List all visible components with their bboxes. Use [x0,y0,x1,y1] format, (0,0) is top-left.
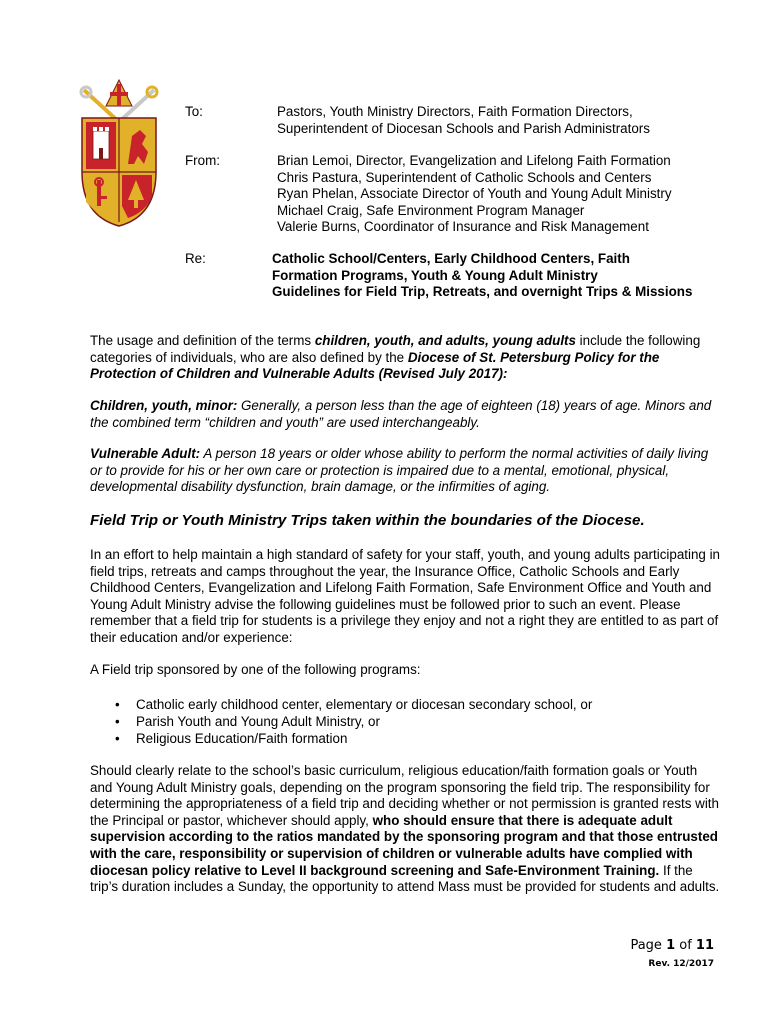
sponsored-text: A Field trip sponsored by one of the following programs: [90,662,421,677]
page-prefix: Page [630,938,667,953]
re-subject [272,251,692,301]
effort-text: In an effort to help maintain a high standard of safety for your staff, youth, and young adults participating in field trips, retreats and camps throughout the year, the Insurance Office, Catholic Schools and Early Childhood Centers, Evangelization and Lifelong Faith Formation, Safe Environment Office and Youth and Young Adult Ministry advise the following guidelines must be followed prior to such an event. Please remember that a field trip for students is a privilege they enjoy and not a right they are entitled to as part of their education and/or experience: [90,547,721,645]
from-line: Michael Craig, Safe Environment Program Manager [277,202,585,218]
bullet-icon: • [115,731,120,746]
should-text: Should clearly relate to the school’s basic curriculum, religious education/faith formation goals or Youth and Young Adult Ministry goals, depending on the program sponsoring the field trip. The responsibility for determining the appropriateness of a field trip and deciding whether or not permission is granted rests with the Principal or pastor, whichever should apply, [90,763,719,828]
policy-title: Diocese of St. Petersburg Policy for the Protection of Children and Vulnerable Adults (Revised July 2017): [90,349,660,382]
intro-terms: children, youth, and adults, young adults [314,333,576,348]
re-line: Formation Programs, Youth & Young Adult Ministry [272,267,598,283]
intro-text: The usage and definition of the terms [90,333,315,348]
from-line: Ryan Phelan, Associate Director of Youth and Young Adult Ministry [277,186,672,202]
from-senders [277,153,672,236]
list-item-text: Parish Youth and Young Adult Ministry, or [136,714,380,729]
list-item-text: Catholic early childhood center, elementary or diocesan secondary school, or [136,697,593,712]
should-bold-text: who should ensure that there is adequate adult supervision according to the ratios mandated by the sponsoring program and that those entrusted with the care, responsibility or supervision of children or vulnerable adults have complied with diocesan policy relative to Level II background screening and Safe-Environment Training. [90,812,718,878]
to-line: Pastors, Youth Ministry Directors, Faith Formation Directors, [277,104,633,119]
definition-text: A person 18 years or older whose ability to perform the normal activities of daily living or to provide for his or her own care or protection is impaired due to a mental, emotional, physical, developmental disability dysfunction, brain damage, or the infirmities of aging. [90,446,709,495]
to-recipients [277,104,650,137]
definition-children [90,398,720,431]
page-of: of [675,938,696,953]
from-line: Brian Lemoi, Director, Evangelization and Lifelong Faith Formation [277,153,671,168]
definition-term: Children, youth, minor: [90,398,238,413]
bullet-icon: • [115,697,120,712]
should-text: If the trip’s duration includes a Sunday, the opportunity to attend Mass must be provided for students and adults. [90,862,720,895]
list-item [90,696,592,713]
list-item [90,713,592,730]
effort-paragraph [90,547,720,647]
page-number [630,938,714,953]
sponsored-paragraph [90,662,720,679]
revision-date: Rev. 12/2017 [648,959,714,969]
re-line: Catholic School/Centers, Early Childhood Centers, Faith [272,251,630,266]
list-item [90,730,592,747]
page-current: 1 [666,938,676,953]
re-label: Re: [185,251,206,266]
program-list [90,696,592,747]
intro-paragraph [90,333,720,383]
definition-text: Generally, a person less than the age of eighteen (18) years of age. Minors and the combined term “children and youth” are used interchangeably. [90,398,712,430]
intro-text: include the following categories of individuals, who are also defined by the [90,333,701,365]
list-item-text: Religious Education/Faith formation [136,731,348,746]
bullet-icon: • [115,714,120,729]
from-line: Chris Pastura, Superintendent of Catholic Schools and Centers [277,169,652,185]
from-line: Valerie Burns, Coordinator of Insurance and Risk Management [277,219,649,235]
should-paragraph [90,763,720,896]
page-total: 11 [695,938,714,953]
definition-term: Vulnerable Adult: [90,446,201,461]
to-line: Superintendent of Diocesan Schools and Parish Administrators [277,120,650,136]
section-heading: Field Trip or Youth Ministry Trips taken within the boundaries of the Diocese. [90,512,645,529]
re-line: Guidelines for Field Trip, Retreats, and overnight Trips & Missions [272,284,693,300]
definition-vulnerable-adult [90,446,720,496]
diocese-crest-logo [78,76,160,228]
to-label: To: [185,104,203,119]
from-label: From: [185,153,220,168]
